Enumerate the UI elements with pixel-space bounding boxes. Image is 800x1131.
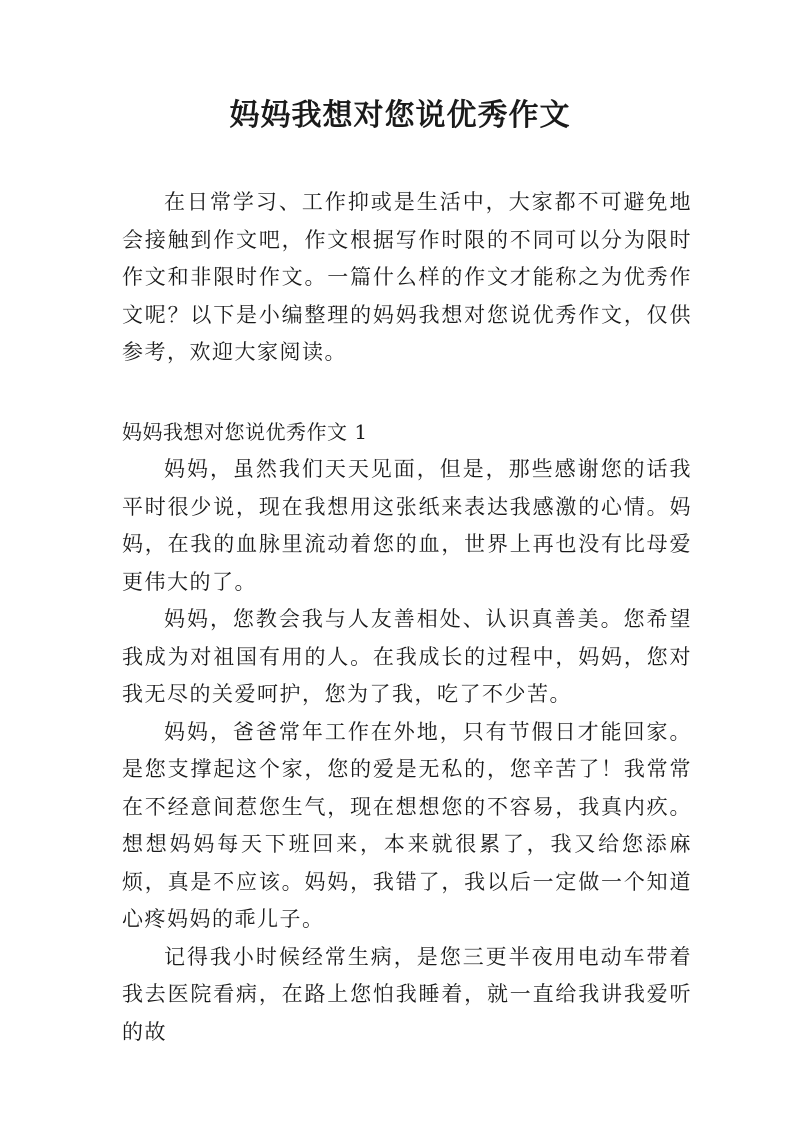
document-body <box>122 184 692 1051</box>
section-heading: 妈妈我想对您说优秀作文 1 <box>122 419 368 444</box>
essay-paragraph-4: 记得我小时候经常生病，是您三更半夜用电动车带着我去医院看病，在路上您怕我睡着，就一直给我讲我爱听的故 <box>122 944 692 1044</box>
essay-paragraph-2: 妈妈，您教会我与人友善相处、认识真善美。您希望我成为对祖国有用的人。在我成长的过程中，妈妈，您对我无尽的关爱呵护，您为了我，吃了不少苦。 <box>122 607 692 706</box>
document-title: 妈妈我想对您说优秀作文 <box>229 98 571 133</box>
essay-paragraph-3: 妈妈，爸爸常年工作在外地，只有节假日才能回家。是您支撑起这个家，您的爱是无私的，您辛苦了！我常常在不经意间惹您生气，现在想想您的不容易，我真内疚。想想妈妈每天下班回来，本来就很累了，我又给您添麻烦，真是不应该。妈妈，我错了，我以后一定做一个知道心疼妈妈的乖儿子。 <box>122 719 692 931</box>
intro-paragraph: 在日常学习、工作抑或是生活中，大家都不可避免地会接触到作文吧，作文根据写作时限的不同可以分为限时作文和非限时作文。一篇什么样的作文才能称之为优秀作文呢？以下是小编整理的妈妈我想对您说优秀作文，仅供参考，欢迎大家阅读。 <box>122 190 692 364</box>
essay-paragraph-1: 妈妈，虽然我们天天见面，但是，那些感谢您的话我平时很少说，现在我想用这张纸来表达我感激的心情。妈妈，在我的血脉里流动着您的血，世界上再也没有比母爱更伟大的了。 <box>122 457 692 594</box>
